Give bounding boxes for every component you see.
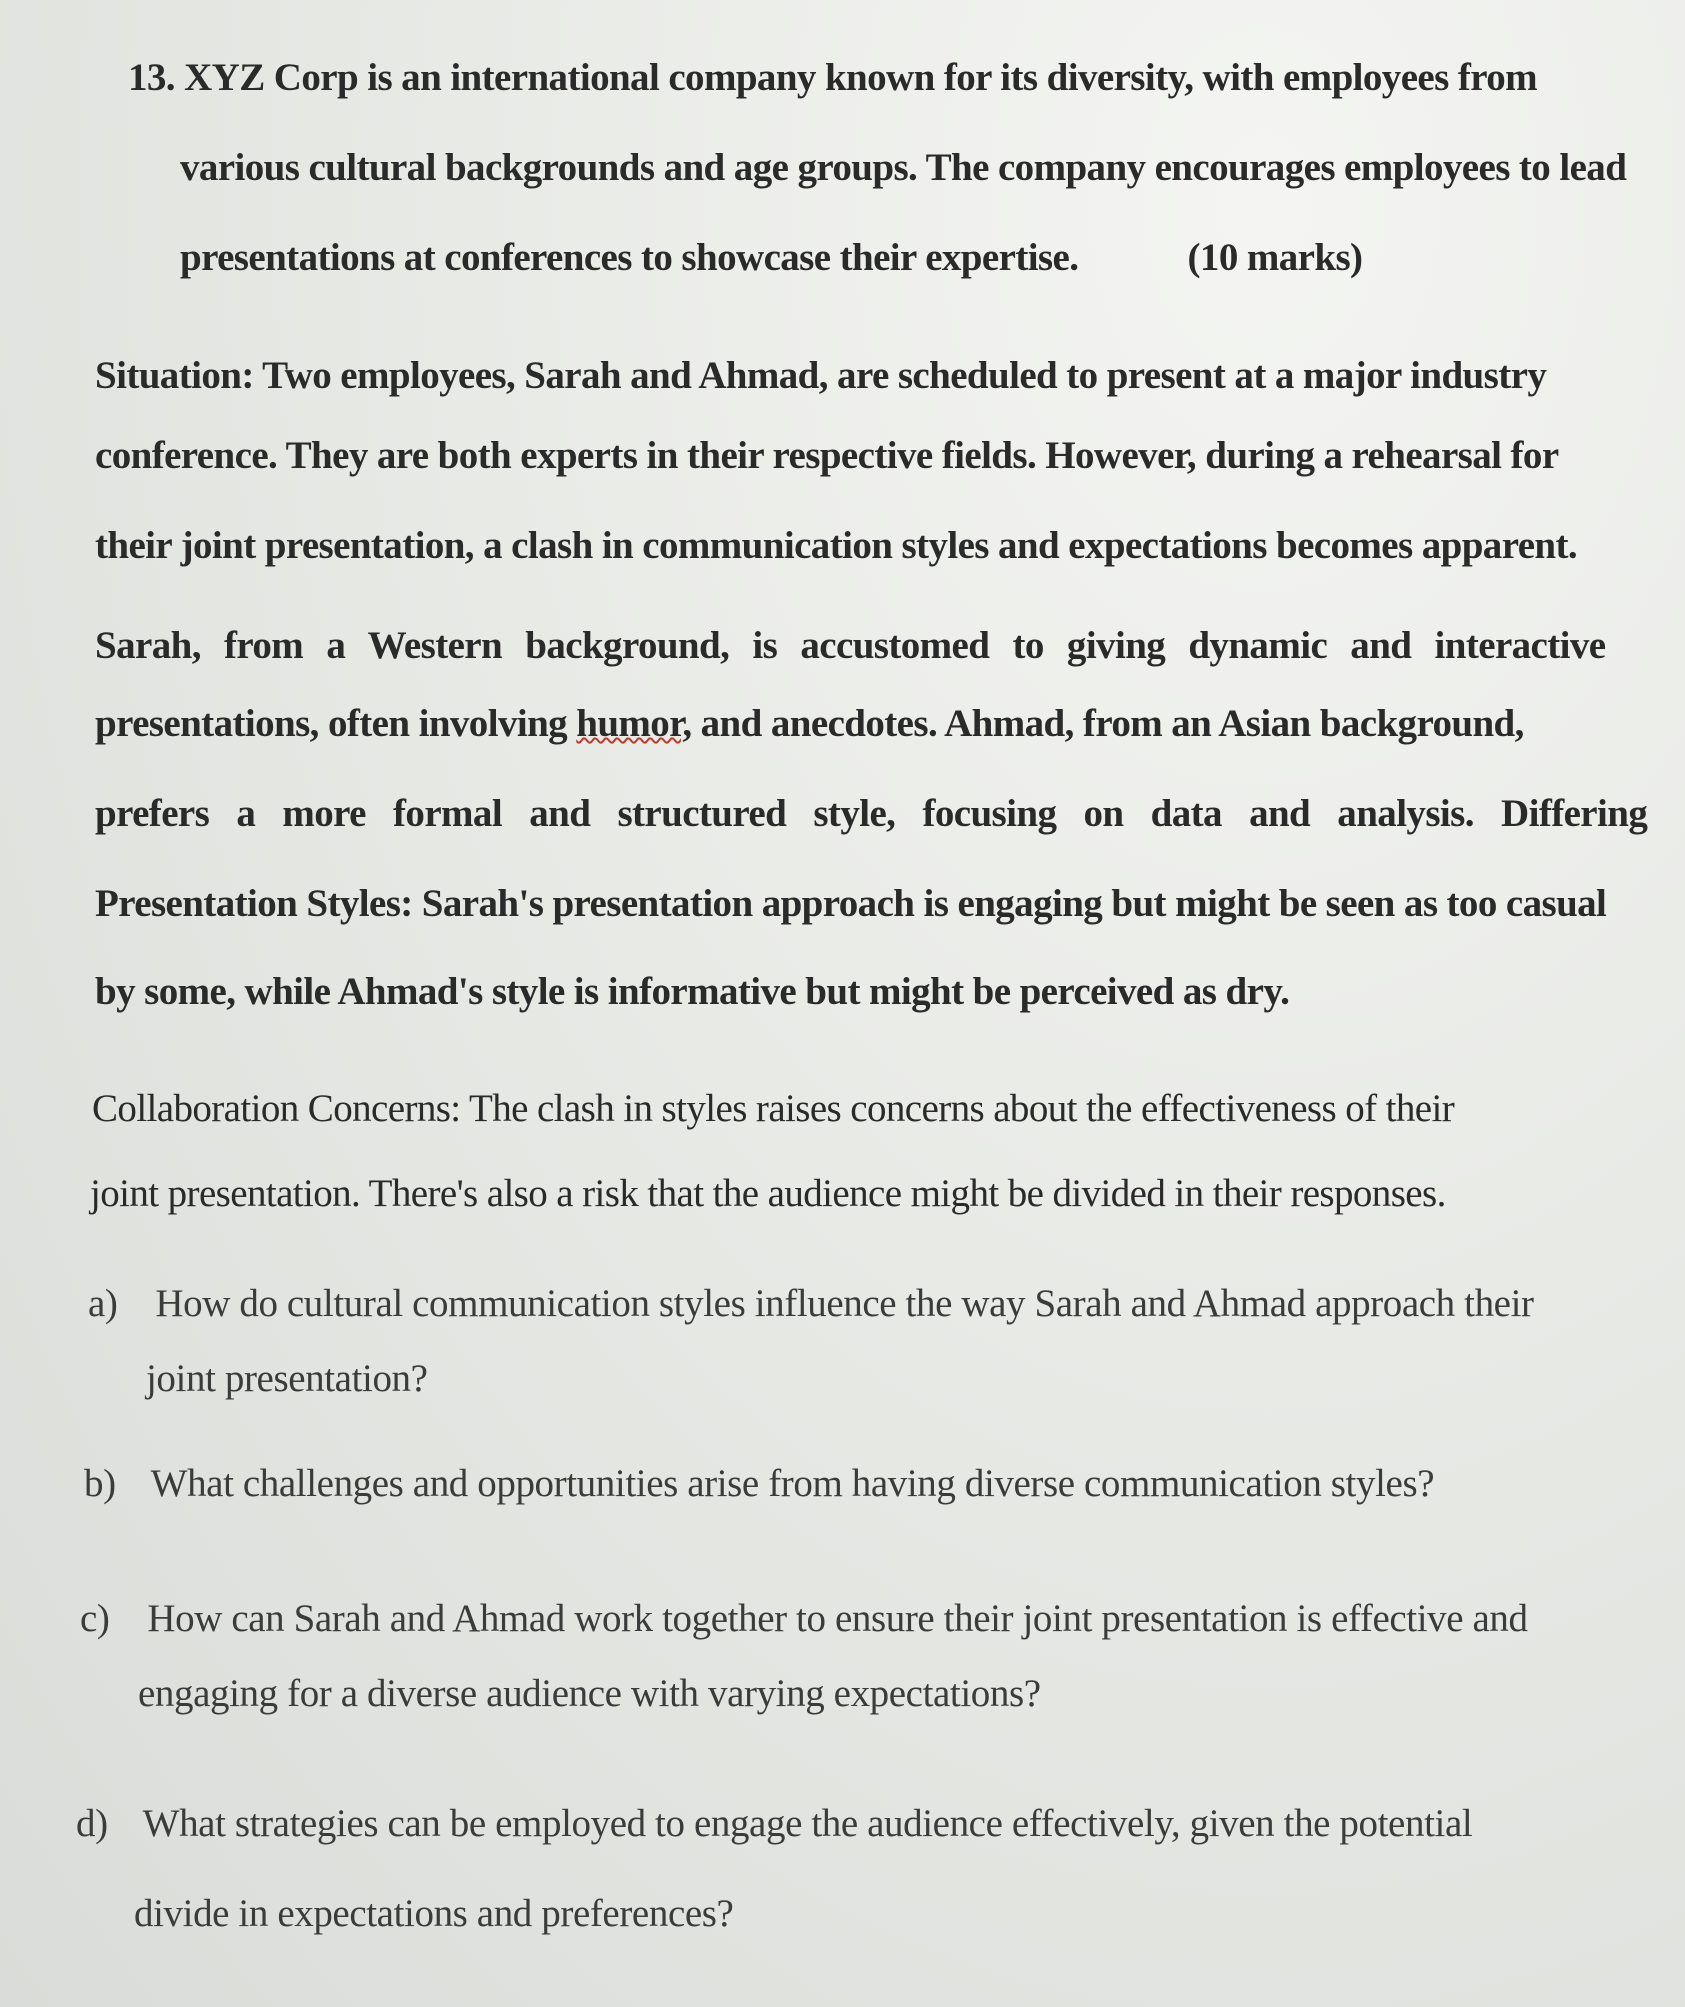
question-intro-text: XYZ Corp is an international company known for its diversity, with employees from <box>184 56 1538 99</box>
situation-text-5a: presentations, often involving <box>95 702 568 745</box>
situation-line-8: by some, while Ahmad's style is informative but might be perceived as dry. <box>95 970 1290 1013</box>
question-intro-line-2: various cultural backgrounds and age groups. The company encourages employees to lead <box>180 146 1627 189</box>
subquestion-c-label: c) <box>80 1597 110 1640</box>
subquestion-d-text-1: What strategies can be employed to engage the audience effectively, given the potential <box>142 1802 1473 1845</box>
subquestion-c-line-2: engaging for a diverse audience with varying expectations? <box>138 1672 1041 1715</box>
subquestion-d-line-1 <box>76 1800 1472 1848</box>
situation-line-1: Situation: Two employees, Sarah and Ahmad, are scheduled to present at a major industry <box>95 354 1547 397</box>
collaboration-line-1: Collaboration Concerns: The clash in styles raises concerns about the effectiveness of their <box>92 1087 1455 1130</box>
question-intro-text-3: presentations at conferences to showcase their expertise. <box>180 236 1079 279</box>
situation-line-7: Presentation Styles: Sarah's presentation approach is engaging but might be seen as too casual <box>95 882 1607 925</box>
situation-line-6: prefers a more formal and structured style, focusing on data and analysis. Differing <box>95 792 1648 835</box>
question-number: 13. <box>128 56 175 99</box>
question-intro-line-3 <box>180 234 1362 282</box>
situation-line-2: conference. They are both experts in their respective fields. However, during a rehearsal for <box>95 434 1559 477</box>
subquestion-d-line-2: divide in expectations and preferences? <box>134 1892 734 1935</box>
subquestion-b-line-1 <box>84 1460 1434 1508</box>
subquestion-a-line-2: joint presentation? <box>146 1357 428 1400</box>
question-marks: (10 marks) <box>1187 236 1363 279</box>
situation-line-3: their joint presentation, a clash in communication styles and expectations becomes apparent. <box>95 524 1578 567</box>
subquestion-d-label: d) <box>76 1802 108 1845</box>
subquestion-a-text-1: How do cultural communication styles influence the way Sarah and Ahmad approach their <box>155 1282 1534 1325</box>
subquestion-a-line-1 <box>88 1280 1534 1328</box>
subquestion-c-line-1 <box>80 1595 1528 1643</box>
misspelled-word: humor, <box>576 702 692 745</box>
situation-line-4: Sarah, from a Western background, is accustomed to giving dynamic and interactive <box>95 624 1606 667</box>
subquestion-b-label: b) <box>84 1462 116 1505</box>
collaboration-line-2: joint presentation. There's also a risk that the audience might be divided in their responses. <box>90 1172 1446 1215</box>
subquestion-c-text-1: How can Sarah and Ahmad work together to ensure their joint presentation is effective and <box>147 1597 1528 1640</box>
subquestion-a-label: a) <box>88 1282 118 1325</box>
situation-line-5 <box>95 700 1524 748</box>
subquestion-b-text-1: What challenges and opportunities arise from having diverse communication styles? <box>150 1462 1435 1505</box>
question-intro-line-1 <box>128 54 1548 102</box>
situation-text-5b: and anecdotes. Ahmad, from an Asian background, <box>700 702 1524 745</box>
